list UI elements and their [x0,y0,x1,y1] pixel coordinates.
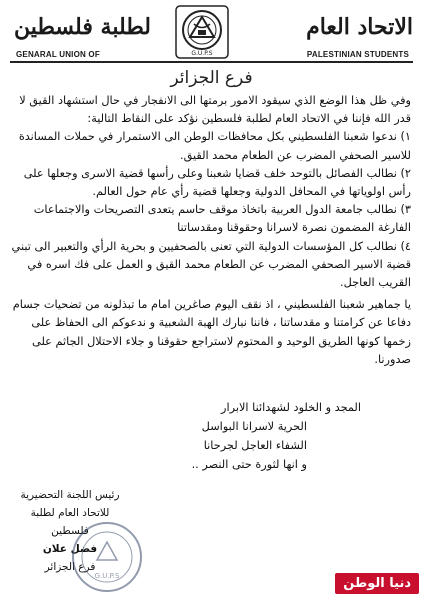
slogan-line: الشفاء العاجل لجرحانا [203,439,307,452]
slogan-line: الحرية لاسرانا البواسل [201,420,307,433]
org-name-arabic-right: الاتحاد العام [306,14,413,40]
official-stamp [70,520,144,594]
point-4: ٤) نطالب كل المؤسسات الدولية التي تعنى بالصحفيين و بحرية الرأي والتعبير الى تبني قضية الاسير الصحفي المضرب عن الطعام محمد القيق و العمل على فك اسره في القريب العاجل. [11,239,411,290]
slogan-line: و انها لثورة حتى النصر .. [191,458,307,471]
point-2: ٢) نطالب الفصائل بالتوحد خلف قضايا شعبنا وعلى رأسها قضية الاسرى وجعلها على رأس اولوياتها في المحافل الدولية وجعلها قضية رأي عام حول العالم. [23,166,411,199]
branch-title: فرع الجزائر [170,68,253,88]
signatory-title: رئيس اللجنة التحضيرية [20,489,120,501]
signatory-org: للاتحاد العام لطلبة فلسطين [30,507,110,537]
org-name-arabic-left: لطلبة فلسطين [14,14,151,40]
slogan-line: المجد و الخلود لشهدائنا الابرار [221,401,361,414]
signatory-branch: فرع الجزائر [44,561,96,573]
stamp-text: G.U.P.S [94,572,120,580]
point-1: ١) ندعوا شعبنا الفلسطيني بكل محافظات الوطن الى الاستمرار في حملات المساندة للاسير الصحفي المضرب عن الطعام محمد القيق. [18,130,411,162]
union-emblem-logo [172,4,232,60]
emblem-text: G.U.P.S [191,50,213,57]
org-name-english-right: PALESTINIAN STUDENTS [306,50,409,59]
header-divider [10,61,413,63]
slogans-block [103,398,423,474]
intro-paragraph: وفي ظل هذا الوضع الذي سيقود الامور برمتها الى الانفجار في حال استشهاد القيق لا قدر الله فإننا في الاتحاد العام لطلبة فلسطين نؤكد على النقاط التالية: [19,94,411,126]
watermark-logo: دنيا الوطن [335,573,419,594]
signatory-name: فضل علان [42,543,98,555]
statement-body [10,92,411,369]
org-name-english-left: GENARAL UNION OF [16,50,100,59]
closing-paragraph: يا جماهير شعبنا الفلسطيني ، اذ نقف اليوم صاغرين امام ما تبذلونه من تضحيات جسام دفاعا عن كرامتنا و مقدساتنا ، فاننا نبارك الهبة الشعبية و ندعوكم الى الحفاظ على زخمها كونها الطريق الوحيد و المحتوم لاستراجع حقوقنا و جلاء الاحتلال الجاثم على صدورنا. [12,298,411,366]
point-3: ٣) نطالب جامعة الدول العربية باتخاذ موقف حاسم يتعدى التصريحات والاجتماعات الفارغة المضمون نصرة لاسرانا وحقوقنا ومقدساتنا [33,203,411,235]
